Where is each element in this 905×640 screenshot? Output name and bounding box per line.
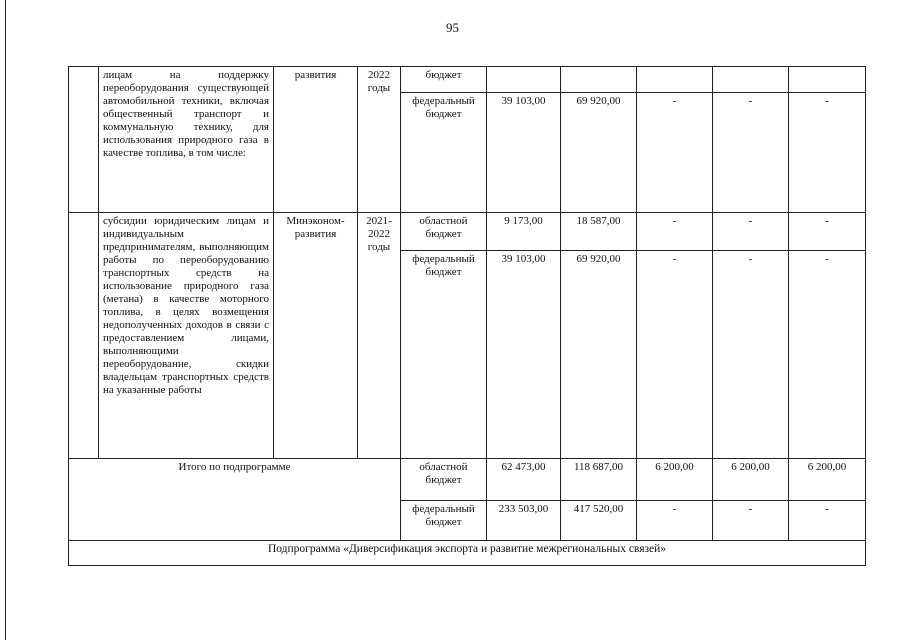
value-cell: -	[789, 213, 866, 251]
budget-source: федеральный бюджет	[401, 501, 487, 541]
row-number-cell	[69, 213, 99, 459]
value-cell	[789, 67, 866, 93]
subprogram-row	[69, 541, 866, 566]
total-value: -	[637, 501, 713, 541]
executor-cell: развития	[274, 67, 358, 213]
value-cell: -	[789, 251, 866, 459]
budget-source: областной бюджет	[401, 213, 487, 251]
total-row	[69, 459, 866, 501]
value-cell: 69 920,00	[561, 251, 637, 459]
measure-description: лицам на поддержку переоборудования существующей автомобильной техники, включая общественный транспорт и коммунальную технику, для использования природного газа в качестве топлива, в том числе:	[99, 67, 274, 213]
value-cell	[713, 67, 789, 93]
value-cell: -	[713, 251, 789, 459]
total-value: -	[713, 501, 789, 541]
total-value: 6 200,00	[789, 459, 866, 501]
budget-source: бюджет	[401, 67, 487, 93]
value-cell: -	[637, 213, 713, 251]
value-cell: -	[637, 251, 713, 459]
budget-table	[68, 66, 866, 566]
budget-source: федеральный бюджет	[401, 93, 487, 213]
value-cell: -	[713, 93, 789, 213]
period-cell: 2022 годы	[358, 67, 401, 213]
value-cell: 69 920,00	[561, 93, 637, 213]
value-cell: 39 103,00	[487, 251, 561, 459]
total-value: 417 520,00	[561, 501, 637, 541]
value-cell: -	[637, 93, 713, 213]
measure-description: субсидии юридическим лицам и индивидуальным предпринимателям, выполняющим работы по переоборудованию транспортных средств на использование природного газа (метана) в качестве моторного топлива, в целях возмещения недополученных доходов в связи с предоставлением лицами, выполняющими переоборудование, скидки владельцам транспортных средств на указанные работы	[99, 213, 274, 459]
budget-source: областной бюджет	[401, 459, 487, 501]
page-number: 95	[446, 20, 459, 35]
row-number-cell	[69, 67, 99, 213]
page-binding-line	[5, 0, 6, 640]
value-cell: 9 173,00	[487, 213, 561, 251]
total-value: 6 200,00	[637, 459, 713, 501]
subprogram-title: Подпрограмма «Диверсификация экспорта и развитие межрегиональных связей»	[69, 541, 866, 566]
value-cell	[561, 67, 637, 93]
total-label: Итого по подпрограмме	[69, 459, 401, 541]
total-value: -	[789, 501, 866, 541]
total-value: 118 687,00	[561, 459, 637, 501]
total-value: 233 503,00	[487, 501, 561, 541]
budget-source: федеральный бюджет	[401, 251, 487, 459]
value-cell: 39 103,00	[487, 93, 561, 213]
table-row	[69, 213, 866, 251]
value-cell: -	[713, 213, 789, 251]
period-cell: 2021-2022 годы	[358, 213, 401, 459]
value-cell	[487, 67, 561, 93]
value-cell: 18 587,00	[561, 213, 637, 251]
value-cell: -	[789, 93, 866, 213]
executor-cell: Минэконом-развития	[274, 213, 358, 459]
value-cell	[637, 67, 713, 93]
total-value: 62 473,00	[487, 459, 561, 501]
total-value: 6 200,00	[713, 459, 789, 501]
table-row	[69, 67, 866, 93]
